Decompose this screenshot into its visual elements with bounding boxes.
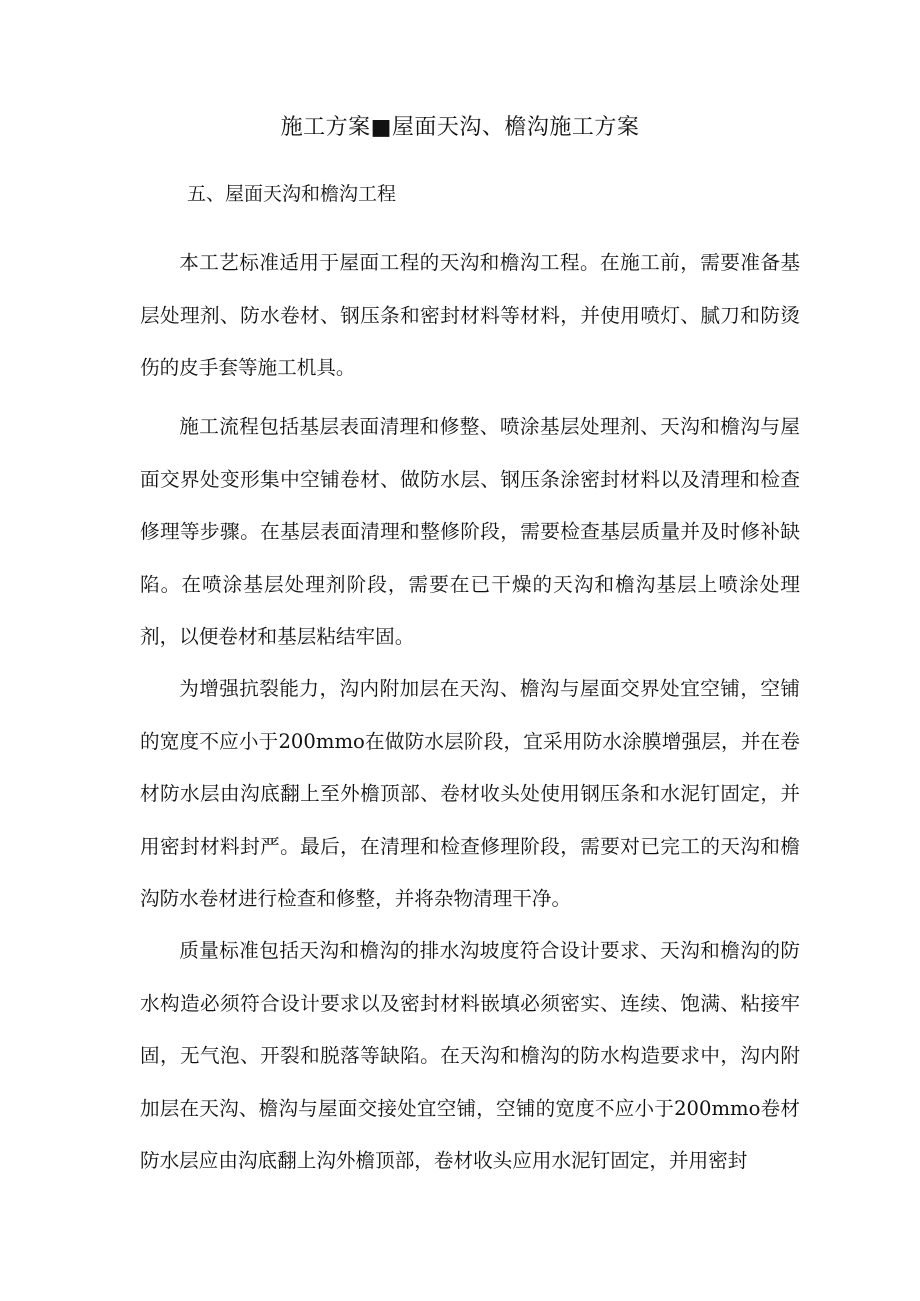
section-heading: 五、屋面天沟和檐沟工程 <box>187 183 397 205</box>
paragraph-waterproof-layer: 为增强抗裂能力，沟内附加层在天沟、檐沟与屋面交界处宜空铺，空铺的宽度不应小于200mmo在做防水层阶段，宜采用防水涂膜增强层，并在卷材防水层由沟底翻上至外檐顶部、卷材收头处使用钢压条和水泥钉固定，并用密封材料封严。最后，在清理和检查修理阶段，需要对已完工的天沟和檐沟防水卷材进行检查和修整，并将杂物清理干净。 <box>140 677 800 910</box>
paragraph-process: 施工流程包括基层表面清理和修整、喷涂基层处理剂、天沟和檐沟与屋面交界处变形集中空铺卷材、做防水层、钢压条涂密封材料以及清理和检查修理等步骤。在基层表面清理和整修阶段，需要检查基层质量并及时修补缺陷。在喷涂基层处理剂阶段，需要在已干燥的天沟和檐沟基层上喷涂处理剂，以便卷材和基层粘结牢固。 <box>140 415 800 648</box>
paragraph-quality-standard: 质量标准包括天沟和檐沟的排水沟坡度符合设计要求、天沟和檐沟的防水构造必须符合设计要求以及密封材料嵌填必须密实、连续、饱满、粘接牢固，无气泡、开裂和脱落等缺陷。在天沟和檐沟的防水构造要求中，沟内附加层在天沟、檐沟与屋面交接处宜空铺，空铺的宽度不应小于200mmo卷材防水层应由沟底翻上沟外檐顶部，卷材收头应用水泥钉固定，并用密封 <box>140 939 800 1172</box>
paragraph-scope: 本工艺标准适用于屋面工程的天沟和檐沟工程。在施工前，需要准备基层处理剂、防水卷材、钢压条和密封材料等材料，并使用喷灯、腻刀和防烫伤的皮手套等施工机具。 <box>140 251 800 379</box>
document-title: 施工方案■屋面天沟、檐沟施工方案 <box>280 115 640 140</box>
